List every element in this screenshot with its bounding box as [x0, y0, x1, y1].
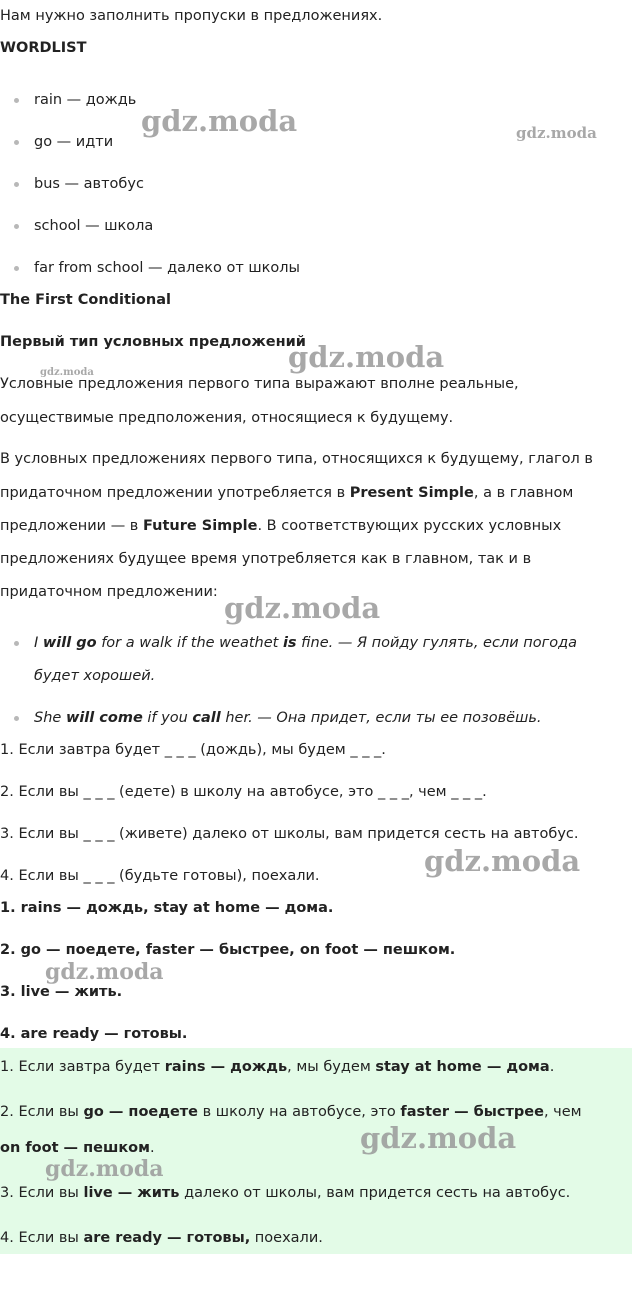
text-span: 1. Если завтра будет: [0, 1059, 165, 1075]
answer-span: faster — быстрее: [400, 1104, 544, 1120]
text-span: 3. Если вы: [0, 1185, 84, 1201]
paragraph-line: придаточном предложении:: [0, 584, 218, 600]
answer-word-item: 1. rains — дождь, stay at home — дома.: [0, 900, 334, 916]
grammar-subtitle: Первый тип условных предложений: [0, 334, 306, 350]
verb-span: is: [282, 635, 297, 651]
task-item: 3. Если вы _ _ _ (живете) далеко от школы, вам придется сесть на автобус.: [0, 826, 579, 842]
bullet-icon: [14, 140, 19, 145]
verb-span: will go: [42, 635, 97, 651]
text-span: She: [34, 710, 66, 726]
text-span: , мы будем: [287, 1059, 376, 1075]
paragraph-line: В условных предложениях первого типа, относящихся к будущему, глагол в: [0, 451, 593, 467]
text-span: for a walk if the weathet: [96, 635, 283, 651]
watermark-logo: gdz.moda: [45, 959, 164, 985]
list-item: school — школа: [34, 218, 154, 234]
watermark-logo: gdz.moda: [141, 104, 298, 138]
text-span: . В соответствующих русских условных: [257, 518, 562, 534]
grammar-title: The First Conditional: [0, 292, 171, 308]
watermark-logo: gdz.moda: [424, 844, 581, 878]
verb-span: call: [192, 710, 221, 726]
text-span: 4. Если вы: [0, 1230, 84, 1246]
answer-word-item: 3. live — жить.: [0, 984, 123, 1000]
text-span: , чем: [543, 1104, 582, 1120]
text-span: .: [150, 1140, 155, 1156]
wordlist-title: WORDLIST: [0, 40, 87, 56]
paragraph-line: предложениях будущее время употребляется как в главном, так и в: [0, 551, 532, 567]
task-item: 2. Если вы _ _ _ (едете) в школу на автобусе, это _ _ _, чем _ _ _.: [0, 784, 487, 800]
term-future-simple: Future Simple: [142, 518, 258, 534]
bullet-icon: [14, 224, 19, 229]
text-span: поехали.: [250, 1230, 323, 1246]
paragraph-line: [0, 483, 573, 503]
answer-span: stay at home — дома: [375, 1059, 550, 1075]
text-span: 2. Если вы: [0, 1104, 84, 1120]
list-item: far from school — далеко от школы: [34, 260, 300, 276]
watermark-logo: gdz.moda: [360, 1121, 517, 1155]
answer-span: rains — дождь: [164, 1059, 288, 1075]
paragraph-line: Условные предложения первого типа выражают вполне реальные,: [0, 376, 519, 392]
intro-text: Нам нужно заполнить пропуски в предложениях.: [0, 8, 383, 24]
paragraph-line: осуществимые предположения, относящиеся к будущему.: [0, 410, 454, 426]
bullet-icon: [14, 641, 19, 646]
text-span: в школу на автобусе, это: [198, 1104, 401, 1120]
text-span: .: [549, 1059, 555, 1075]
term-present-simple: Present Simple: [349, 485, 474, 501]
answer-item: [0, 1183, 570, 1203]
verb-span: will come: [65, 710, 143, 726]
bullet-icon: [14, 182, 19, 187]
watermark-logo: gdz.moda: [516, 124, 597, 142]
example-item: [34, 708, 542, 728]
text-span: her. — Она придет, если ты ее позовёшь.: [220, 710, 542, 726]
watermark-logo: gdz.moda: [40, 367, 94, 378]
list-item: rain — дождь: [34, 92, 137, 108]
task-item: 4. Если вы _ _ _ (будьте готовы), поехали.: [0, 868, 320, 884]
bullet-icon: [14, 716, 19, 721]
answer-span: live — жить: [83, 1185, 180, 1201]
text-span: , а в главном: [473, 485, 574, 501]
list-item: bus — автобус: [34, 176, 144, 192]
paragraph-line: [0, 516, 561, 536]
answer-span: go — поедете: [83, 1104, 199, 1120]
answer-item-continued: [0, 1138, 155, 1158]
answer-word-item: 2. go — поедете, faster — быстрее, on foot — пешком.: [0, 942, 456, 958]
answer-item: [0, 1057, 554, 1077]
answer-item: [0, 1102, 582, 1122]
answer-span: on foot — пешком: [0, 1140, 150, 1156]
watermark-logo: gdz.moda: [45, 1156, 164, 1182]
answer-span: are ready — готовы,: [83, 1230, 251, 1246]
text-span: fine. — Я пойду гулять, если погода: [296, 635, 577, 651]
task-item: 1. Если завтра будет _ _ _ (дождь), мы будем _ _ _.: [0, 742, 386, 758]
bullet-icon: [14, 98, 19, 103]
text-span: придаточном предложении употребляется в: [0, 485, 350, 501]
watermark-logo: gdz.moda: [288, 340, 445, 374]
watermark-logo: gdz.moda: [224, 591, 381, 625]
example-item: [34, 633, 577, 653]
list-item: go — идти: [34, 134, 114, 150]
answer-word-item: 4. are ready — готовы.: [0, 1026, 188, 1042]
text-span: I: [34, 635, 43, 651]
bullet-icon: [14, 266, 19, 271]
example-item-continued: будет хорошей.: [34, 668, 156, 684]
text-span: далеко от школы, вам придется сесть на автобус.: [179, 1185, 571, 1201]
text-span: if you: [142, 710, 193, 726]
text-span: предложении — в: [0, 518, 143, 534]
answer-item: [0, 1228, 323, 1248]
